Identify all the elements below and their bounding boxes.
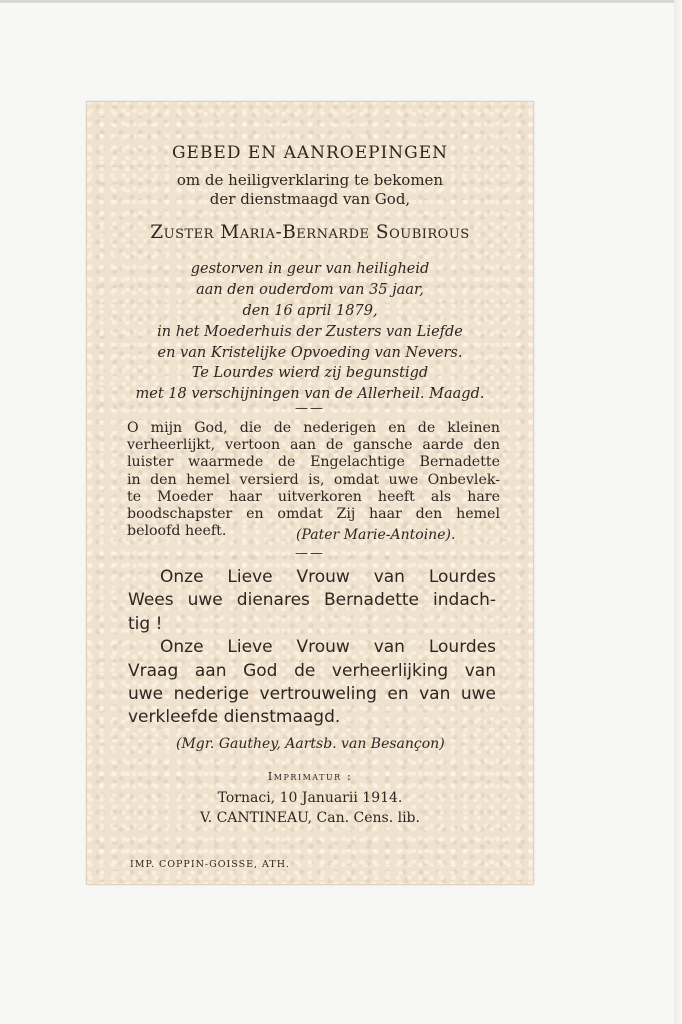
prayer-line: beloofd heeft. — [127, 523, 227, 540]
invocation-line: Onze Lieve Vrouw van Lourdes — [160, 567, 496, 587]
bio-line-7: met 18 verschijningen van de Allerheil. Maagd. — [135, 386, 485, 402]
imprimatur-label: Imprimatur : — [267, 769, 353, 783]
bio-line-5: en van Kristelijke Opvoeding van Nevers. — [157, 345, 463, 361]
bio-line-1: gestorven in geur van heiligheid — [190, 261, 430, 277]
printer-imprint: IMP. COPPIN-GOISSE, ATH. — [130, 859, 291, 870]
prayer-line: O mijn God, die de nederigen en de kleinen — [127, 420, 500, 436]
card-heading: GEBED EN AANROEPINGEN — [171, 143, 449, 163]
scanner-edge-line — [0, 0, 682, 3]
imprimatur-place-date: Tornaci, 10 Januarii 1914. — [217, 790, 403, 806]
prayer-text — [127, 420, 500, 540]
separator-1: —— — [295, 401, 325, 416]
prayer-attribution: (Pater Marie-Antoine). — [296, 527, 456, 543]
prayer-line: in den hemel versierd is, omdat uwe Onbevlek- — [127, 471, 500, 488]
invocation-line: Wees uwe dienares Bernadette indach- — [128, 590, 496, 611]
bio-line-4: in het Moederhuis der Zusters van Liefde — [157, 324, 463, 340]
invocation-line: tig ! — [128, 613, 163, 634]
prayer-line: luister waarmede de Engelachtige Bernadette — [127, 454, 500, 471]
invocation-line: Onze Lieve Vrouw van Lourdes — [160, 637, 496, 658]
bio-line-2: aan den ouderdom van 35 jaar, — [196, 282, 424, 298]
prayer-card — [86, 101, 534, 885]
subtitle-line-1: om de heiligverklaring te bekomen — [176, 171, 444, 189]
bio-line-6: Te Lourdes wierd zij begunstigd — [191, 365, 429, 381]
imprimatur-censor: V. CANTINEAU, Can. Cens. lib. — [200, 810, 420, 826]
prayer-line: verheerlijkt, vertoon aan de gansche aarde den — [127, 437, 500, 454]
prayer-line: te Moeder haar uitverkoren heeft als hare — [127, 488, 500, 505]
prayer-line: boodschapster en omdat Zij haar den hemel — [127, 506, 500, 523]
invocation-attribution: (Mgr. Gauthey, Aartsb. van Besançon) — [176, 736, 445, 752]
invocation-line: uwe nederige vertrouweling en van uwe — [128, 684, 496, 705]
invocation-line: verkleefde dienstmaagd. — [128, 707, 341, 728]
invocations — [128, 566, 496, 730]
saint-name: Zuster Maria-Bernarde Soubirous — [150, 222, 470, 243]
scanner-right-edge — [674, 0, 682, 1024]
invocation-line: Vraag aan God de verheerlijking van — [128, 660, 496, 681]
bio-line-3: den 16 april 1879, — [242, 303, 378, 319]
separator-2: —— — [295, 546, 325, 561]
subtitle-line-2: der dienstmaagd van God, — [209, 190, 411, 208]
